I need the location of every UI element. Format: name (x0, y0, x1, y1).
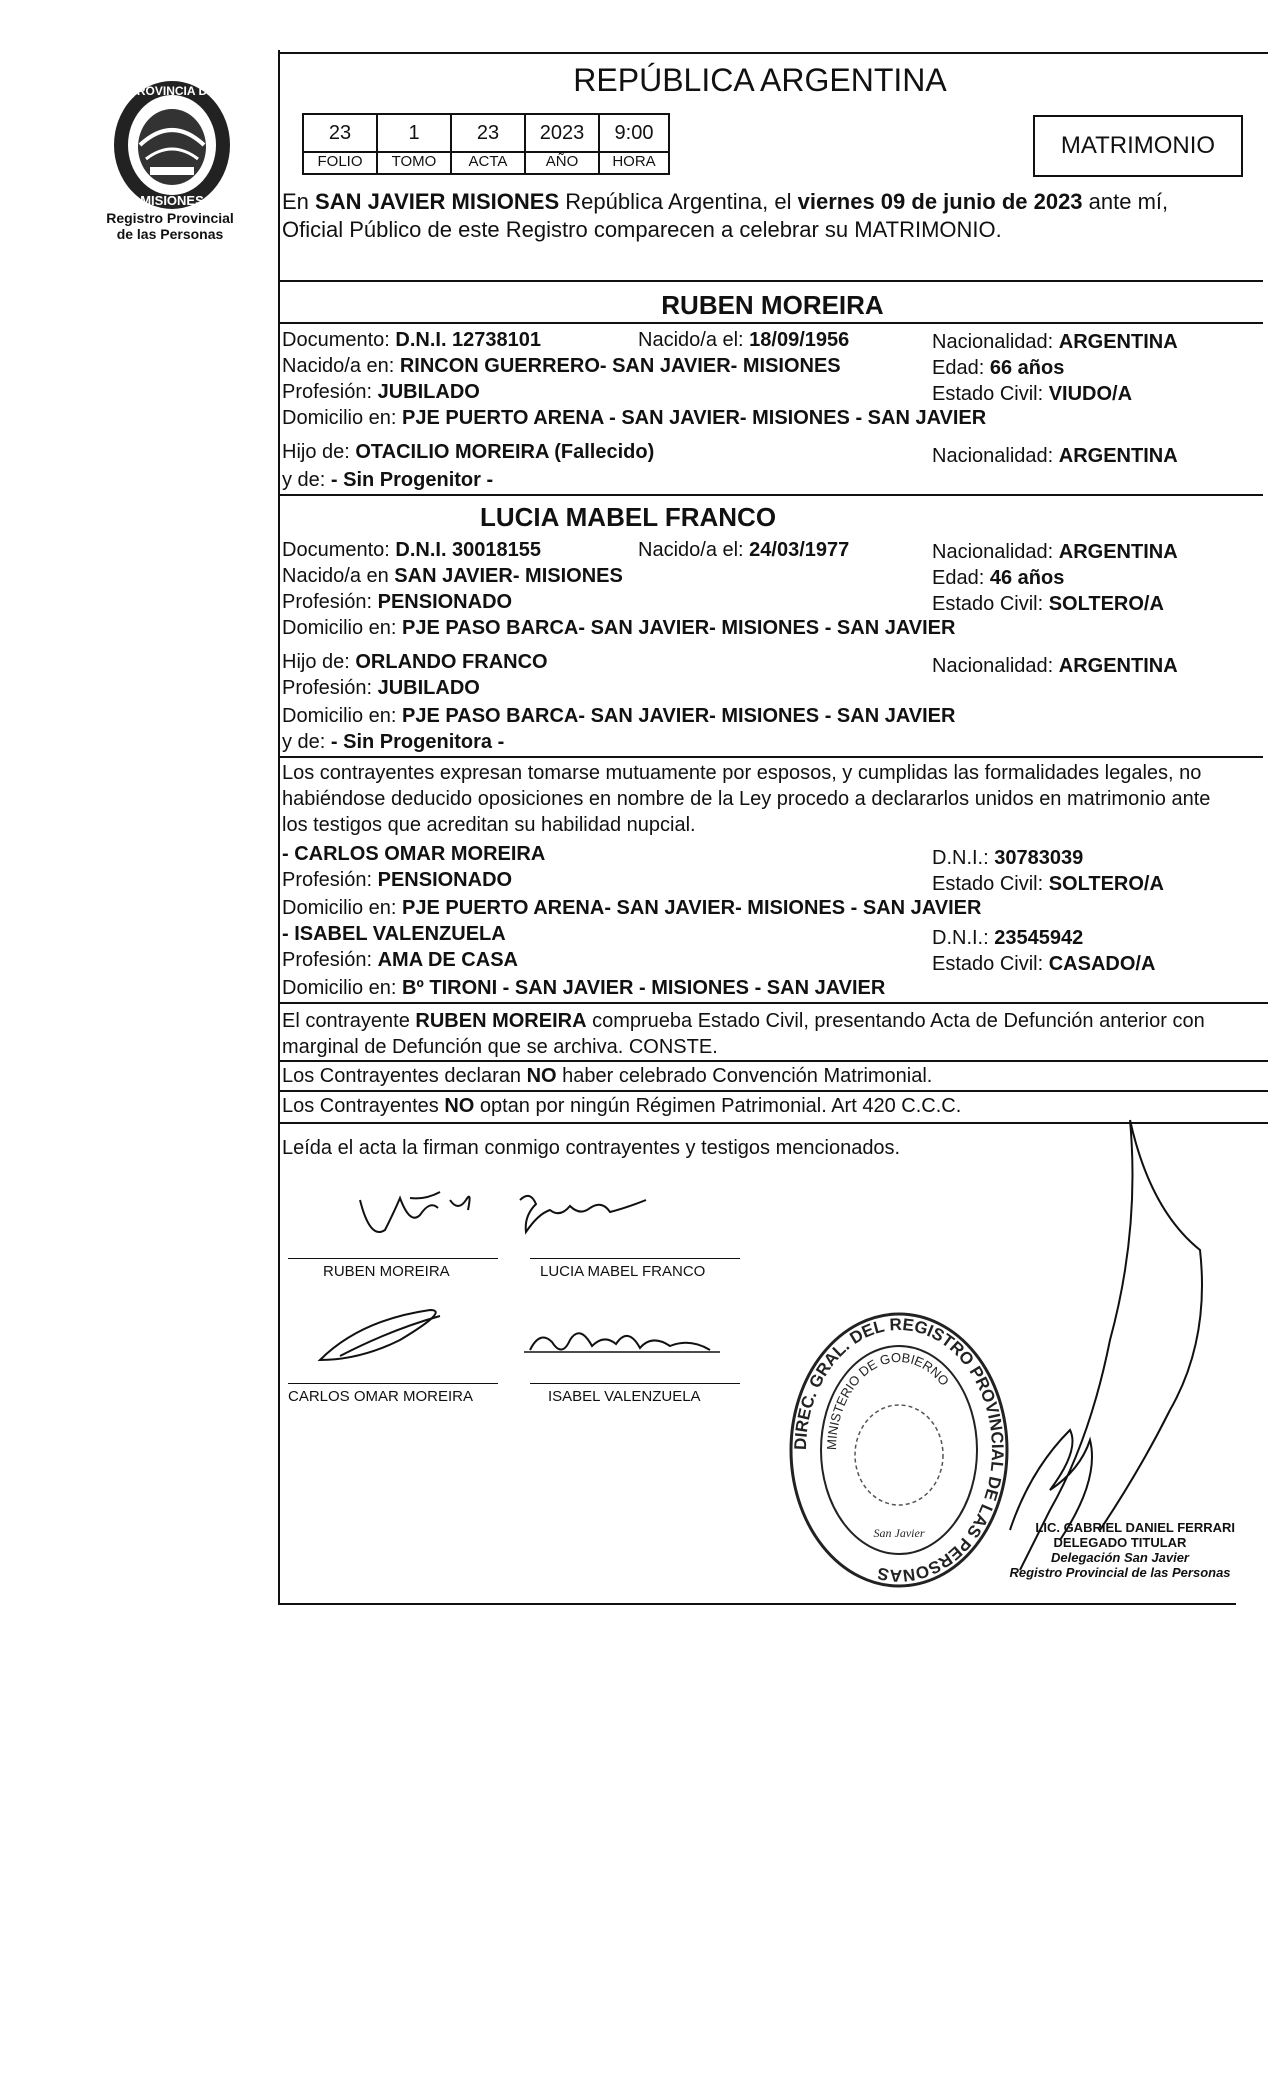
groom-profession-value: JUBILADO (377, 381, 480, 403)
bride-address-label: Domicilio en: (282, 617, 403, 639)
witness2-civil-status (932, 952, 1155, 976)
signature-line-witness1 (288, 1383, 498, 1384)
official-office: Delegación San Javier (1050, 1550, 1189, 1565)
groom-father-nationality-label: Nacionalidad: (932, 445, 1059, 467)
bride-name: LUCIA MABEL FRANCO (479, 502, 777, 532)
groom-nationality (932, 330, 1178, 354)
convention-suffix: haber celebrado Convención Matrimonial. (556, 1065, 933, 1087)
witness2-signature-label: ISABEL VALENZUELA (548, 1388, 701, 1405)
bride-signature-label: LUCIA MABEL FRANCO (540, 1263, 706, 1280)
record-acta: 23 (450, 113, 526, 153)
bride-father-value: ORLANDO FRANCO (355, 651, 548, 673)
declaration-text (282, 760, 1210, 838)
groom-born-label: Nacido/a el: (638, 329, 750, 351)
witness1-civil-status (932, 872, 1164, 896)
signature-line-groom (288, 1258, 498, 1259)
intro-suffix: ante mí, (1082, 189, 1169, 214)
signature-line-witness2 (530, 1383, 740, 1384)
witness2-civil-value: CASADO/A (1048, 953, 1156, 975)
witness2-dni-value: 23545942 (994, 927, 1084, 949)
regime-no: NO (444, 1095, 475, 1117)
bride-age (932, 566, 1064, 590)
bride-father-address-value: PJE PASO BARCA- SAN JAVIER- MISIONES - SAN JAVIER (402, 705, 956, 727)
witness1-dni (932, 846, 1083, 870)
groom-doc (282, 328, 541, 352)
divider-intro (278, 280, 1263, 282)
logo-bottom-text: MISIONES (140, 193, 204, 208)
groom-signature-label: RUBEN MOREIRA (323, 1263, 450, 1280)
intro-date: viernes 09 de junio de 2023 (797, 189, 1083, 214)
groom-age (932, 356, 1064, 380)
death-note-prefix: El contrayente (282, 1010, 416, 1032)
groom-and-bride-signatures (340, 1170, 740, 1270)
groom-profession-label: Profesión: (282, 381, 378, 403)
groom-civil-value: VIUDO/A (1048, 383, 1133, 405)
page-title: REPÚBLICA ARGENTINA (573, 62, 947, 98)
groom-nationality-label: Nacionalidad: (932, 331, 1059, 353)
bride-civil-label: Estado Civil: (932, 593, 1049, 615)
frame-top-border (278, 52, 1268, 54)
divider-groom (278, 494, 1263, 496)
bride-address (282, 616, 955, 640)
record-folio-label: FOLIO (302, 151, 378, 175)
witness1-dni-value: 30783039 (994, 847, 1084, 869)
bride-profession (282, 590, 512, 614)
witness1-profession (282, 868, 512, 892)
official-role: DELEGADO TITULAR (1053, 1535, 1187, 1550)
groom-birthplace-value: RINCON GUERRERO- SAN JAVIER- MISIONES (399, 355, 841, 377)
groom-address-label: Domicilio en: (282, 407, 403, 429)
witness1-civil-label: Estado Civil: (932, 873, 1049, 895)
convention-no: NO (526, 1065, 557, 1087)
bride-mother-label: y de: (282, 731, 331, 753)
groom-address-value: PJE PUERTO ARENA - SAN JAVIER- MISIONES - SAN JAVIER (402, 407, 987, 429)
bride-doc (282, 538, 541, 562)
frame-left-border (278, 50, 280, 1605)
convention-prefix: Los Contrayentes declaran (282, 1065, 527, 1087)
frame-bottom-border (278, 1603, 1236, 1605)
bride-profession-value: PENSIONADO (377, 591, 513, 613)
witness1-profession-label: Profesión: (282, 869, 378, 891)
bride-civil-status (932, 592, 1164, 616)
bride-father-address (282, 704, 955, 728)
intro-place: SAN JAVIER MISIONES (315, 189, 560, 214)
bride-father (282, 650, 548, 674)
bride-father-nationality-label: Nacionalidad: (932, 655, 1059, 677)
witness1-address (282, 896, 981, 920)
groom-profession (282, 380, 480, 404)
declaration-line-3: los testigos que acreditan su habilidad nupcial. (282, 814, 696, 836)
groom-mother-label: y de: (282, 469, 331, 491)
record-hora-label: HORA (598, 151, 670, 175)
bride-mother (282, 730, 504, 754)
divider-groom-name (278, 322, 1263, 324)
witness1-profession-value: PENSIONADO (377, 869, 513, 891)
bride-civil-value: SOLTERO/A (1048, 593, 1164, 615)
witness2-profession-label: Profesión: (282, 949, 378, 971)
divider-bride (278, 756, 1263, 758)
witness1-civil-value: SOLTERO/A (1048, 873, 1164, 895)
official-name: LIC. GABRIEL DANIEL FERRARI (1035, 1520, 1235, 1535)
bride-profession-label: Profesión: (282, 591, 378, 613)
groom-doc-label: Documento: (282, 329, 396, 351)
groom-address (282, 406, 986, 430)
intro-line-2: Oficial Público de este Registro comparecen a celebrar su MATRIMONIO. (282, 217, 1002, 242)
intro-country: República Argentina, el (559, 189, 798, 214)
registry-label-line2: de las Personas (116, 226, 224, 242)
regime-note (282, 1094, 961, 1118)
witness2-address (282, 976, 885, 1000)
bride-mother-value: - Sin Progenitora - (330, 731, 505, 753)
groom-mother-value: - Sin Progenitor - (330, 469, 494, 491)
regime-prefix: Los Contrayentes (282, 1095, 445, 1117)
witness1-name: - CARLOS OMAR MOREIRA (282, 843, 546, 865)
witness1-address-value: PJE PUERTO ARENA- SAN JAVIER- MISIONES - SAN JAVIER (402, 897, 982, 919)
bride-doc-label: Documento: (282, 539, 396, 561)
closing-statement: Leída el acta la firman conmigo contrayentes y testigos mencionados. (282, 1137, 901, 1159)
divider-death-note (278, 1060, 1268, 1062)
declaration-line-2: habiéndose deducido oposiciones en nombre de la Ley procedo a declararlos unidos en matrimonio ante (282, 788, 1211, 810)
witness2-dni-label: D.N.I.: (932, 927, 995, 949)
death-note-suffix: comprueba Estado Civil, presentando Acta de Defunción anterior con (586, 1010, 1205, 1032)
seal-outer-text: DIREC. GRAL. DEL REGISTRO PROVINCIAL DE LAS PERSONAS (790, 1314, 1008, 1586)
witness1-dni-label: D.N.I.: (932, 847, 995, 869)
witness2-name: - ISABEL VALENZUELA (282, 923, 506, 945)
record-tomo: 1 (376, 113, 452, 153)
witness1-address-label: Domicilio en: (282, 897, 403, 919)
death-note-line-1 (282, 1008, 1205, 1034)
intro-text (282, 188, 1168, 244)
groom-born (638, 328, 849, 352)
bride-birthplace-value: SAN JAVIER- MISIONES (394, 565, 623, 587)
seal-city-text: San Javier (873, 1526, 925, 1540)
bride-nationality (932, 540, 1178, 564)
witness1-signature-label: CARLOS OMAR MOREIRA (288, 1388, 474, 1405)
bride-born-value: 24/03/1977 (749, 539, 850, 561)
bride-age-label: Edad: (932, 567, 990, 589)
bride-father-address-label: Domicilio en: (282, 705, 403, 727)
record-folio: 23 (302, 113, 378, 153)
groom-born-value: 18/09/1956 (749, 329, 850, 351)
death-certificate-note (282, 1008, 1205, 1060)
groom-doc-value: D.N.I. 12738101 (395, 329, 542, 351)
bride-birthplace-label: Nacido/a en (282, 565, 395, 587)
bride-nationality-label: Nacionalidad: (932, 541, 1059, 563)
bride-born (638, 538, 849, 562)
record-anio-label: AÑO (524, 151, 600, 175)
intro-prefix: En (282, 189, 316, 214)
groom-birthplace (282, 354, 841, 378)
official-stamp (1005, 1520, 1235, 1580)
signature-line-bride (530, 1258, 740, 1259)
death-note-name: RUBEN MOREIRA (415, 1010, 587, 1032)
declaration-line-1: Los contrayentes expresan tomarse mutuamente por esposos, y cumplidas las formalidades legales, no (282, 762, 1202, 784)
convention-note (282, 1064, 932, 1088)
witness2-dni (932, 926, 1083, 950)
act-type-box: MATRIMONIO (1033, 115, 1243, 177)
bride-father-profession-value: JUBILADO (377, 677, 480, 699)
bride-father-nationality (932, 654, 1178, 678)
groom-civil-label: Estado Civil: (932, 383, 1049, 405)
witness2-civil-label: Estado Civil: (932, 953, 1049, 975)
groom-mother (282, 468, 493, 492)
groom-father-value: OTACILIO MOREIRA (Fallecido) (355, 441, 655, 463)
bride-address-value: PJE PASO BARCA- SAN JAVIER- MISIONES - SAN JAVIER (402, 617, 956, 639)
bride-father-profession-label: Profesión: (282, 677, 378, 699)
provincial-coat-of-arms (100, 75, 245, 220)
witness2-address-label: Domicilio en: (282, 977, 403, 999)
groom-age-value: 66 años (989, 357, 1065, 379)
intro-line-1 (282, 188, 1168, 216)
record-acta-label: ACTA (450, 151, 526, 175)
registry-label (70, 210, 270, 242)
record-tomo-label: TOMO (376, 151, 452, 175)
bride-father-profession (282, 676, 480, 700)
witness2-address-value: Bº TIRONI - SAN JAVIER - MISIONES - SAN JAVIER (402, 977, 886, 999)
groom-age-label: Edad: (932, 357, 990, 379)
groom-father-label: Hijo de: (282, 441, 356, 463)
groom-birthplace-label: Nacido/a en: (282, 355, 400, 377)
groom-father-nationality-value: ARGENTINA (1058, 445, 1178, 467)
groom-civil-status (932, 382, 1132, 406)
registry-label-line1: Registro Provincial (106, 210, 234, 226)
groom-father-nationality (932, 444, 1178, 468)
bride-age-value: 46 años (989, 567, 1065, 589)
bride-nationality-value: ARGENTINA (1058, 541, 1178, 563)
logo-top-text: PROVINCIA DE (128, 84, 216, 98)
witness2-profession (282, 948, 518, 972)
official-signature (990, 1110, 1240, 1590)
seal-inner-text: MINISTERIO DE GOBIERNO (823, 1349, 953, 1451)
divider-witnesses (278, 1002, 1268, 1004)
record-hora: 9:00 (598, 113, 670, 153)
registry-seal (784, 1305, 1014, 1595)
record-anio: 2023 (524, 113, 600, 153)
bride-born-label: Nacido/a el: (638, 539, 750, 561)
divider-convention (278, 1090, 1268, 1092)
svg-text:MINISTERIO DE GOBIERNO (824, 1350, 952, 1450)
witness2-profession-value: AMA DE CASA (377, 949, 518, 971)
witness-signatures (300, 1290, 760, 1390)
bride-birthplace (282, 564, 623, 588)
official-registry: Registro Provincial de las Personas (1009, 1565, 1231, 1580)
regime-suffix: optan por ningún Régimen Patrimonial. Art 420 C.C.C. (474, 1095, 962, 1117)
death-note-line-2: marginal de Defunción que se archiva. CONSTE. (282, 1036, 718, 1058)
groom-nationality-value: ARGENTINA (1058, 331, 1178, 353)
groom-name: RUBEN MOREIRA (661, 290, 884, 320)
groom-father (282, 440, 654, 464)
bride-doc-value: D.N.I. 30018155 (395, 539, 542, 561)
bride-father-label: Hijo de: (282, 651, 356, 673)
bride-father-nationality-value: ARGENTINA (1058, 655, 1178, 677)
